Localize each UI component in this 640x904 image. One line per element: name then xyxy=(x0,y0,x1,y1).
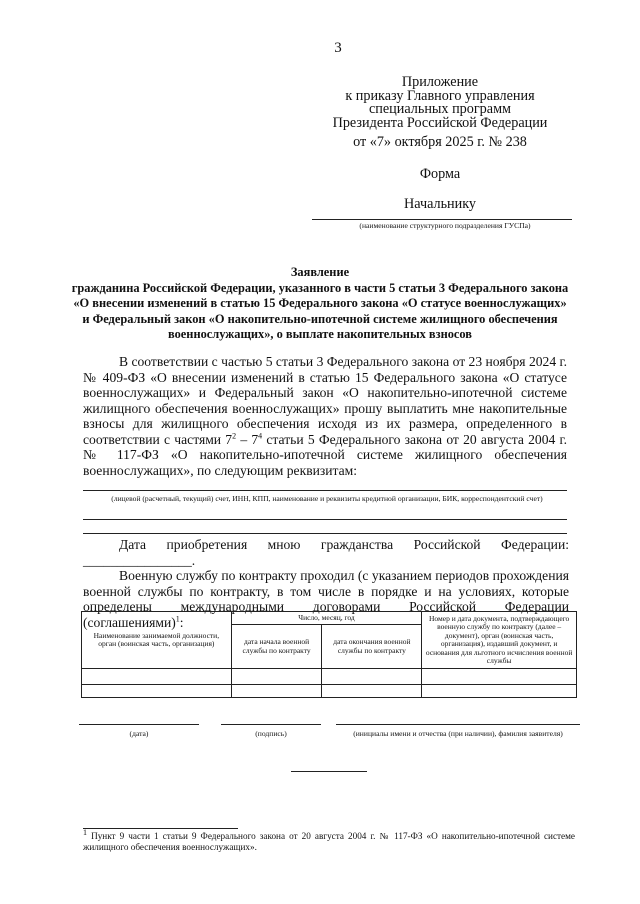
addressee-caption: (наименование структурного подразделения ГУСПа) xyxy=(359,221,531,230)
appendix-line: Президента Российской Федерации xyxy=(332,114,548,131)
name-signature-field[interactable] xyxy=(336,724,580,725)
signature-caption: (подпись) xyxy=(255,729,287,738)
citizenship-label: Дата приобретения мною гражданства Российской Федерации: xyxy=(119,537,569,552)
col-header-start-date: дата начала военной службы по контракту xyxy=(231,625,322,669)
col-header-document: Номер и дата документа, подтверждающего военную службу по контракту (далее – документ), орган (воинская часть, организация), издавший документ, и основания для льготного исчисления военной службы xyxy=(422,612,577,669)
table-cell[interactable] xyxy=(422,685,577,698)
table-cell[interactable] xyxy=(231,669,322,685)
title-heading: Заявление xyxy=(290,265,350,279)
appendix-line: к приказу Главного управления xyxy=(345,87,535,104)
requisites-field-line-1[interactable] xyxy=(83,490,567,491)
superscript: 2 xyxy=(232,430,237,440)
name-caption: (инициалы имени и отчества (при наличии), фамилия заявителя) xyxy=(353,729,563,738)
requisites-caption: (лицевой (расчетный, текущий) счет, ИНН, КПП, наименование и реквизиты кредитной организации, БИК, корреспондентский счет) xyxy=(111,494,543,503)
footnote xyxy=(83,827,576,852)
appendix-block xyxy=(300,76,580,150)
footnote-marker: 1 xyxy=(83,827,87,837)
addressee-label: Начальнику xyxy=(403,196,477,212)
end-of-form-divider xyxy=(291,771,367,772)
footnote-ref[interactable]: 1 xyxy=(175,614,180,624)
table-cell[interactable] xyxy=(231,685,322,698)
table-cell[interactable] xyxy=(322,685,422,698)
col-header-end-date: дата окончания военной службы по контракту xyxy=(322,625,422,669)
document-title xyxy=(70,265,570,343)
date-signature-field[interactable] xyxy=(79,724,199,725)
table-cell[interactable] xyxy=(422,669,577,685)
table-cell[interactable] xyxy=(322,669,422,685)
paragraph-dash: – 7 xyxy=(236,431,259,447)
service-periods-table xyxy=(81,611,577,698)
title-subtitle: гражданина Российской Федерации, указанного в части 5 статьи 3 Федерального закона «О внесении изменений в статью 15 Федерального закона «О статусе военнослужащих» и Федеральный закон «О накопительно-ипотечной системе жилищного обеспечения военнослужащих», о выплате накопительных взносов xyxy=(71,280,569,342)
col-group-header-date: Число, месяц, год xyxy=(231,612,422,625)
order-date: от «7» октября 2025 г. № 238 xyxy=(353,134,527,150)
appendix-line: Приложение xyxy=(401,74,479,90)
requisites-field-line-2[interactable] xyxy=(83,519,567,520)
date-caption: (дата) xyxy=(129,729,149,738)
table-row xyxy=(82,685,577,698)
citizenship-row xyxy=(83,537,569,568)
signature-field[interactable] xyxy=(221,724,321,725)
request-paragraph xyxy=(83,354,567,478)
footnote-text: Пункт 9 части 1 статьи 9 Федерального закона от 20 августа 2004 г. № 117-ФЗ «О накопительно-ипотечной системе жилищного обеспечения военнослужащих». xyxy=(83,831,576,852)
table-cell[interactable] xyxy=(82,669,232,685)
table-row xyxy=(82,669,577,685)
col-header-position: Наименование занимаемой должности, орган (воинская часть, организация) xyxy=(82,612,232,669)
page-number: 3 xyxy=(334,40,342,56)
appendix-line: специальных программ xyxy=(368,101,512,117)
paragraph-text-b: статьи 5 Федерального закона от 20 августа 2004 г. № 117-ФЗ «О накопительно-ипотечной системе жилищного обеспечения военнослужащих», по следующим реквизитам: xyxy=(83,431,567,478)
addressee-field[interactable] xyxy=(312,219,572,220)
footnote-divider xyxy=(83,828,238,829)
service-text: Военную службу по контракту проходил (с указанием периодов прохождения военной службы по контракту, в том числе в порядке и на условиях, которые определены международными договорами Российской Федерации (соглашениями) xyxy=(83,568,569,630)
service-colon: : xyxy=(179,614,184,630)
paragraph-text-a: В соответствии с частью 5 статьи 3 Федерального закона от 23 ноября 2024 г. № 409-ФЗ «О внесении изменений в статью 15 Федерального закона «О статусе военнослужащих» и Федеральный закон «О накопительно-ипотечной системе жилищного обеспечения военнослужащих» прошу выплатить мне накопительные взносы для жилищного обеспечения исходя из их размера, определенного в соответствии с частями 7 xyxy=(83,354,567,447)
form-label: Форма xyxy=(419,166,461,182)
superscript: 4 xyxy=(258,430,263,440)
requisites-field-line-3[interactable] xyxy=(83,533,567,534)
table-cell[interactable] xyxy=(82,685,232,698)
citizenship-date-field[interactable]: ________________. xyxy=(83,552,196,568)
